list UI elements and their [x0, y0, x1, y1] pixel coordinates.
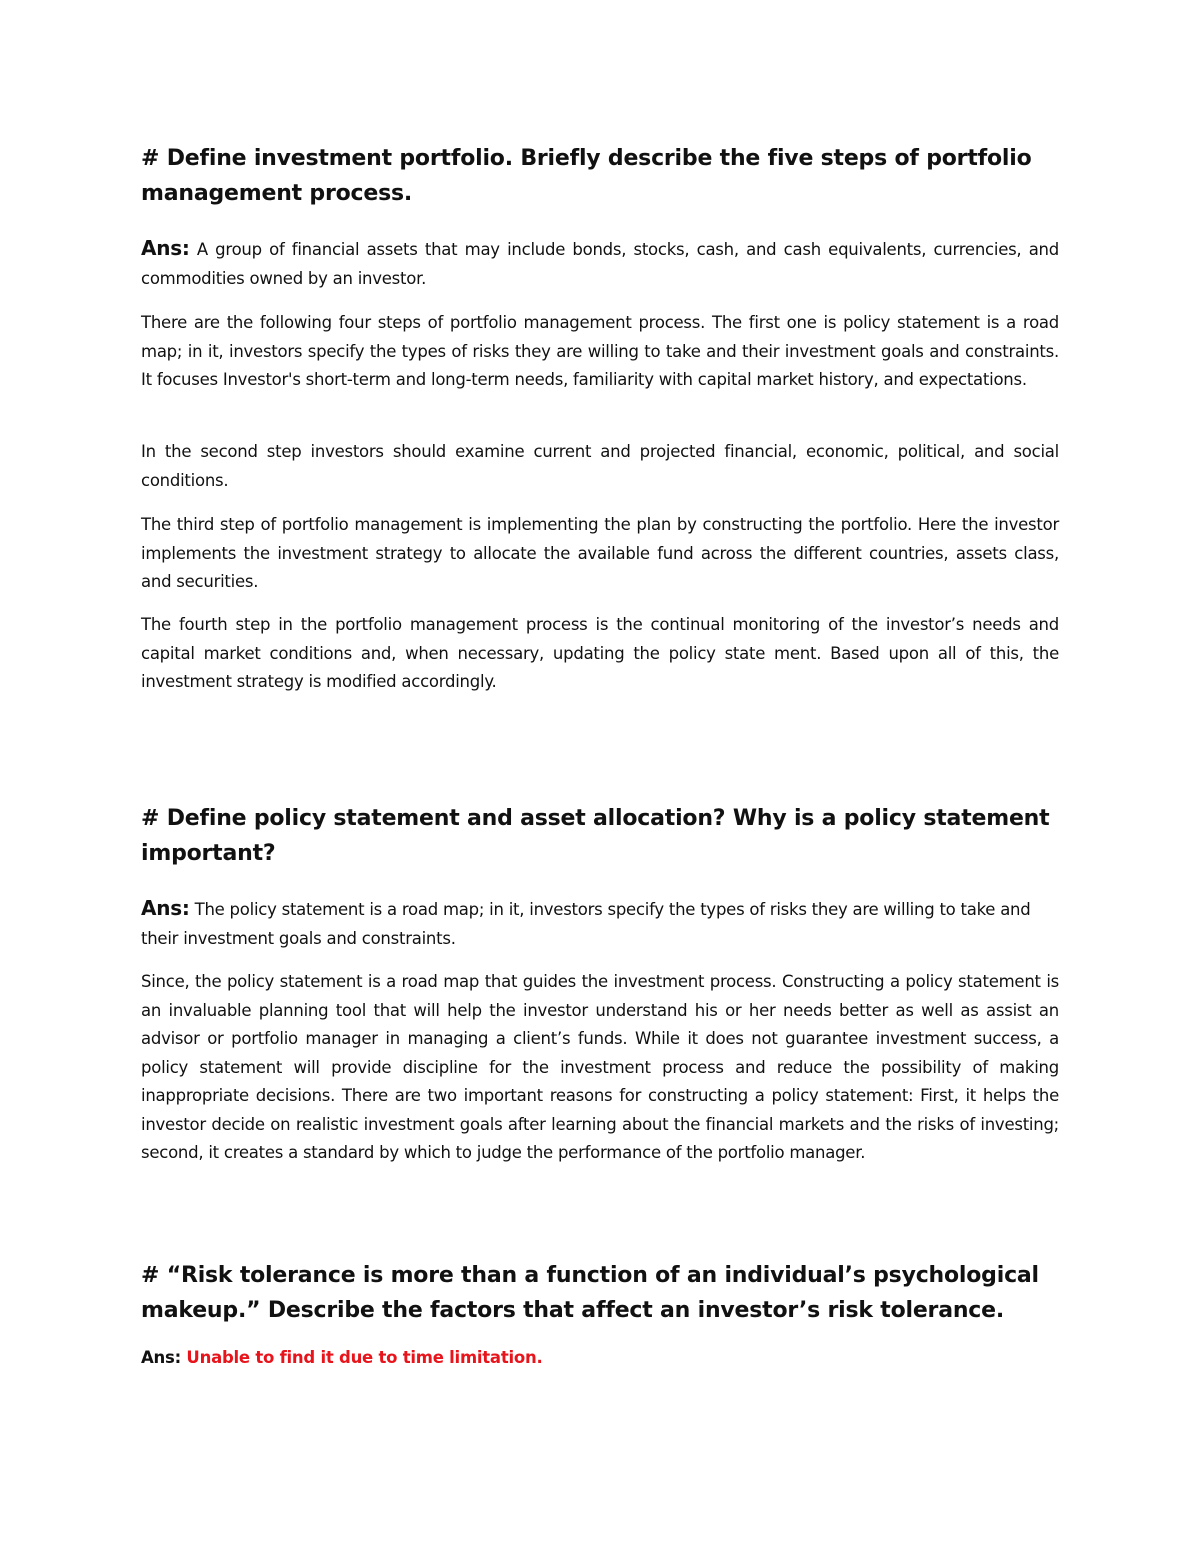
answer-label: Ans: [141, 1348, 181, 1367]
question-2-block [141, 801, 1059, 871]
answer-text-highlight: Unable to find it due to time limitation. [180, 1348, 543, 1367]
question-3-answer [141, 1344, 1059, 1373]
answer-label: Ans: [141, 896, 190, 920]
question-1-paragraph-step4: The fourth step in the portfolio management process is the continual monitoring of the investor’s needs and capital market conditions and, when necessary, updating the policy state ment. Based upon all of this, the investment strategy is modified accordingly. [141, 615, 1059, 691]
question-1-heading: # Define investment portfolio. Briefly describe the five steps of portfolio management process. [141, 146, 1032, 206]
answer-text: A group of financial assets that may include bonds, stocks, cash, and cash equivalents, currencies, and commodities owned by an investor. [141, 240, 1059, 288]
question-1-paragraph-step1: There are the following four steps of portfolio management process. The first one is policy statement is a road map; in it, investors specify the types of risks they are willing to take and their investment goals and constraints. It focuses Investor's short-term and long-term needs, familiarity with capital market history, and expectations. [141, 313, 1059, 389]
question-3-heading: # “Risk tolerance is more than a function of an individual’s psychological makeup.” Describe the factors that affect an investor’s risk tolerance. [141, 1263, 1039, 1323]
answer-label: Ans: [141, 236, 190, 260]
question-2-heading: # Define policy statement and asset allocation? Why is a policy statement important? [141, 806, 1050, 866]
question-3-block [141, 1258, 1059, 1328]
question-2-paragraph-importance: Since, the policy statement is a road map that guides the investment process. Constructing a policy statement is an invaluable planning tool that will help the investor understand his or her needs better as well as assist an advisor or portfolio manager in managing a client’s funds. While it does not guarantee investment success, a policy statement will provide discipline for the investment process and reduce the possibility of making inappropriate decisions. There are two important reasons for constructing a policy statement: First, it helps the investor decide on realistic investment goals after learning about the financial markets and the risks of investing; second, it creates a standard by which to judge the performance of the portfolio manager. [141, 972, 1059, 1162]
question-1-paragraph-step3: The third step of portfolio management is implementing the plan by constructing the portfolio. Here the investor implements the investment strategy to allocate the available fund across the different countries, assets class, and securities. [141, 515, 1059, 591]
question-2-answer-intro [141, 894, 1059, 953]
question-1-paragraph-step2: In the second step investors should examine current and projected financial, economic, political, and social conditions. [141, 442, 1059, 490]
question-1-answer-intro [141, 234, 1059, 293]
answer-text: The policy statement is a road map; in it, investors specify the types of risks they are willing to take and their investment goals and constraints. [141, 900, 1031, 948]
